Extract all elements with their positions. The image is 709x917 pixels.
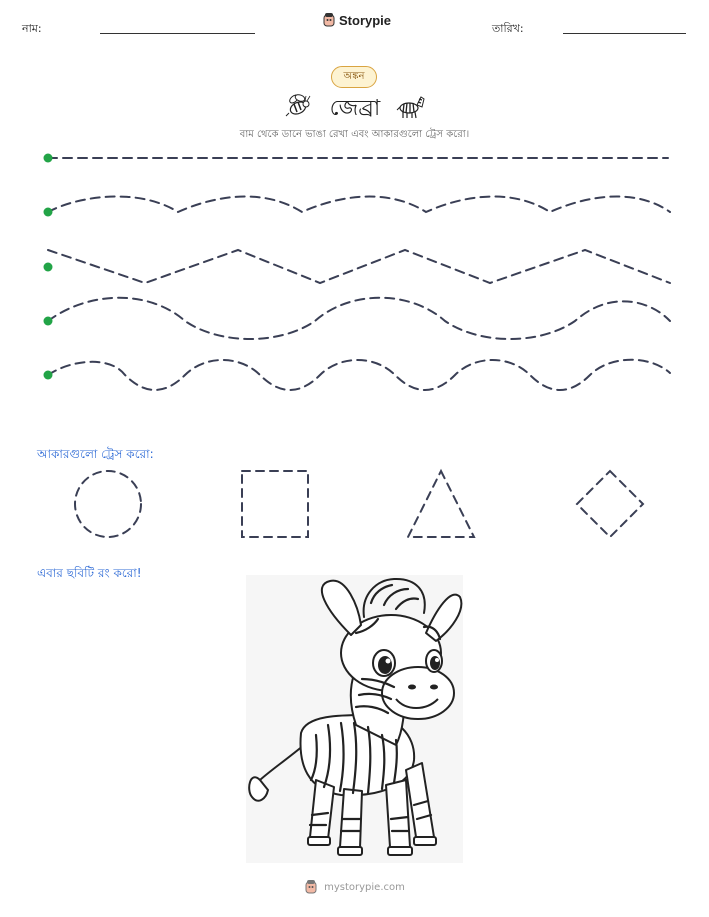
diamond-icon[interactable] <box>577 471 643 537</box>
name-line[interactable] <box>100 33 255 34</box>
start-dot-4 <box>44 317 53 326</box>
trace-lines <box>0 140 709 400</box>
page-title: জেব্রা <box>329 96 381 121</box>
coloring-image[interactable] <box>246 575 463 863</box>
start-dot-3 <box>44 263 53 272</box>
trace-line-wave-1[interactable] <box>48 197 670 212</box>
footer-site-link[interactable]: mystorypie.com <box>324 881 405 893</box>
shapes-section-title: আকারগুলো ট্রেস করো: <box>37 447 154 461</box>
circle-icon[interactable] <box>75 471 141 537</box>
brand-logo <box>322 12 391 28</box>
bee-icon <box>282 89 314 121</box>
zebra-icon <box>395 89 427 121</box>
storypie-footer-icon <box>304 879 318 895</box>
trace-shapes <box>0 460 709 550</box>
trace-line-wave-3[interactable] <box>48 360 670 390</box>
color-section-title: এবার ছবিটি রং করো! <box>37 566 142 580</box>
square-icon[interactable] <box>242 471 308 537</box>
storypie-mascot-icon <box>322 12 336 28</box>
brand-name: Storypie <box>339 12 392 28</box>
name-label: নাম: <box>22 22 42 35</box>
trace-line-zigzag[interactable] <box>48 250 670 283</box>
footer <box>0 879 709 895</box>
start-dot-5 <box>44 371 53 380</box>
date-label: তারিখ: <box>492 22 524 35</box>
start-dot-2 <box>44 208 53 217</box>
triangle-icon[interactable] <box>408 471 474 537</box>
start-dot-1 <box>44 154 53 163</box>
trace-line-wave-2[interactable] <box>48 298 670 339</box>
instruction-text: বাম থেকে ডানে ভাঙা রেখা এবং আকারগুলো ট্রেস করো। <box>239 129 470 140</box>
zebra-coloring-icon <box>246 575 463 863</box>
category-badge: অঙ্কন <box>331 66 377 88</box>
date-line[interactable] <box>563 33 686 34</box>
